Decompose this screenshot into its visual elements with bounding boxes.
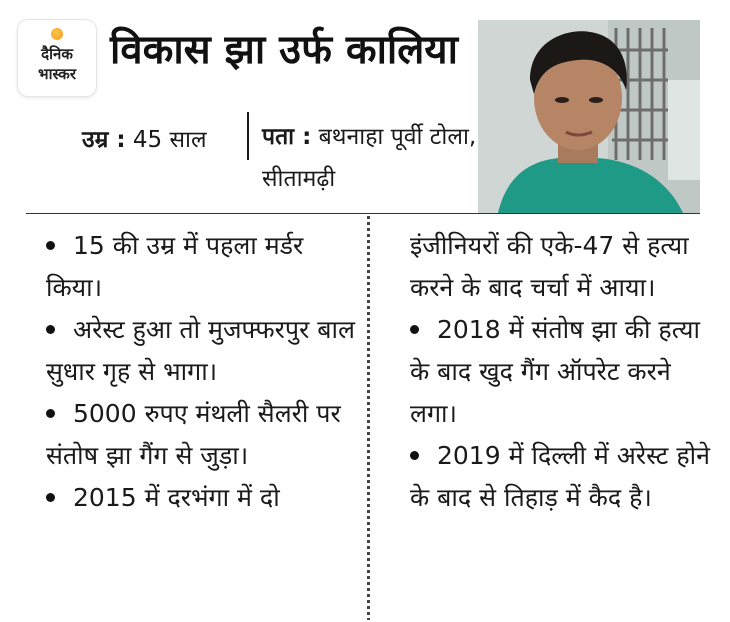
list-item: 2019 में दिल्ली में अरेस्ट होने के बाद से तिहाड़ में कैद है। xyxy=(410,441,710,512)
bullet-icon xyxy=(410,325,419,334)
column-divider xyxy=(367,216,370,620)
bullet-icon xyxy=(46,241,55,250)
address-info xyxy=(262,116,477,200)
page-title: विकास झा उर्फ कालिया xyxy=(110,27,458,73)
age-value: 45 साल xyxy=(132,127,207,153)
age-info xyxy=(82,122,207,154)
right-column xyxy=(410,225,710,519)
bullet-icon xyxy=(46,493,55,502)
bullet-icon xyxy=(46,325,55,334)
logo-text-line2: भास्कर xyxy=(38,65,76,83)
list-item: 5000 रुपए मंथली सैलरी पर संतोष झा गैंग से जुड़ा। xyxy=(46,399,341,470)
dainik-bhaskar-logo xyxy=(18,20,96,96)
list-item-continuation: इंजीनियरों की एके-47 से हत्या करने के बाद चर्चा में आया। xyxy=(410,231,689,302)
bullet-icon xyxy=(46,409,55,418)
person-photo-icon xyxy=(478,20,700,213)
address-value: बथनाहा पूर्वी टोला, सीतामढ़ी xyxy=(262,124,477,192)
list-item: 2015 में दरभंगा में दो xyxy=(46,477,356,519)
address-label: पता : xyxy=(262,124,312,150)
left-column xyxy=(46,225,356,519)
list-item: 2018 में संतोष झा की हत्या के बाद खुद गैंग ऑपरेट करने लगा। xyxy=(410,315,700,428)
logo-text-line1: दैनिक xyxy=(41,45,73,63)
header-divider xyxy=(26,213,700,214)
age-label: उम्र : xyxy=(82,127,126,153)
list-item: अरेस्ट हुआ तो मुजफ्फरपुर बाल सुधार गृह से भागा। xyxy=(46,315,355,386)
list-item: 15 की उम्र में पहला मर्डर किया। xyxy=(46,231,304,302)
info-divider xyxy=(247,112,249,160)
bullet-icon xyxy=(410,451,419,460)
person-photo xyxy=(478,20,700,213)
sun-icon xyxy=(51,28,63,40)
